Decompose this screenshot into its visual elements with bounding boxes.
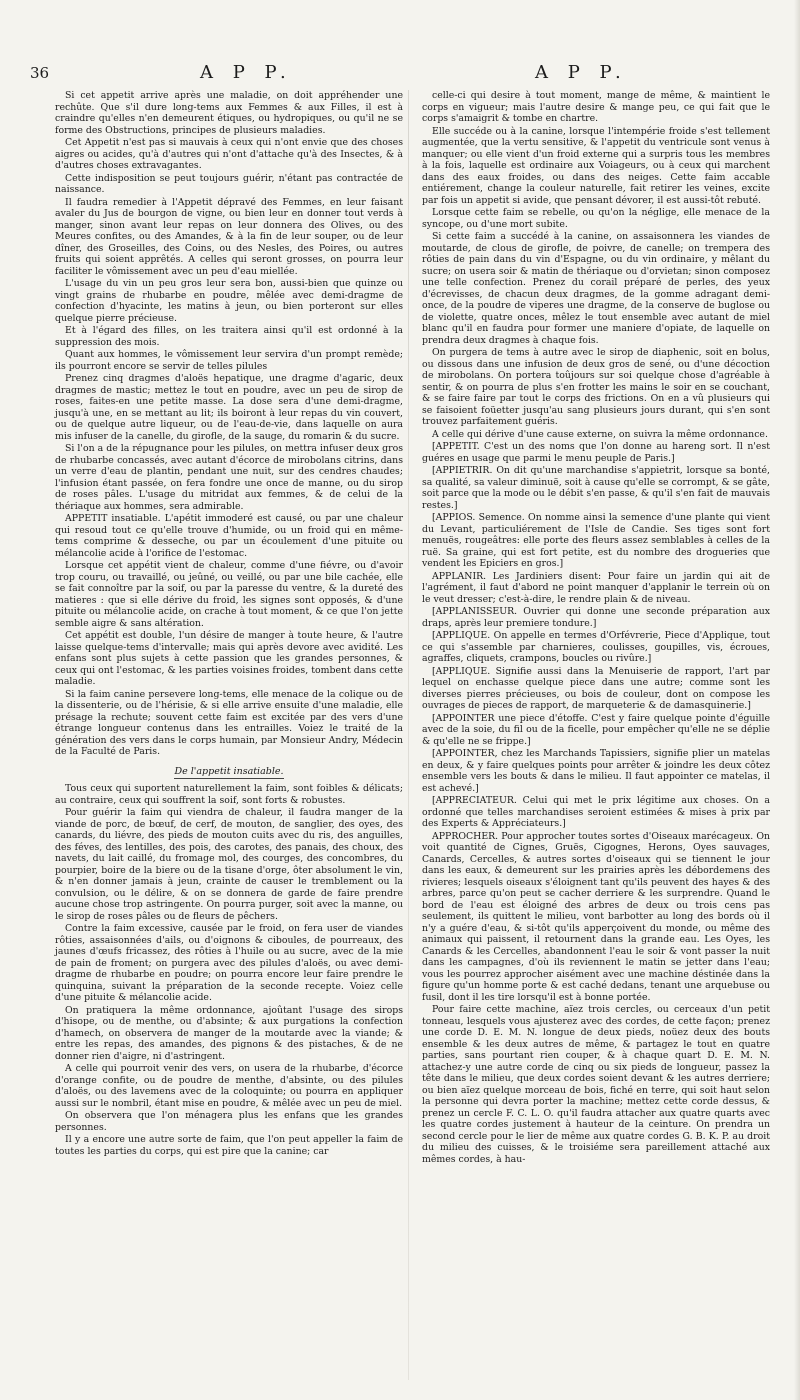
entry-approcher: APPROCHER. Pour approcher toutes sortes d'Oiseaux marécageux. On voit quantité de Cignes, Gruës, Cigognes, Herons, Oyes sauvages, Canards, Cercelles, & autres sortes d'oiseaux qui se tiennent le jour dans les eaux, & demeurent sur les prairies après les débordemens des rivieres; lesquels oiseaux s'éloignent tant qu'ils peuvent des hayes & des arbres, parce qu'on peut se cacher derriere & les surprendre. Quand le bord de l'eau est éloigné des arbres de deux ou trois cens pas seulement, ils quittent le milieu, vont barbotter au long des bords où il n'y a guére d'eau, & si-tôt qu'ils apperçoivent du monde, ou même des animaux qui paissent, il retournent dans la grande eau. Les Oyes, les Canards & les Cercelles, abandonnent l'eau le soir & vont passer la nuit dans les campagnes, d'où ils reviennent le matin se jetter dans l'eau; vous les pourrez approcher aisément avec une machine déstinée dans la figure qu'un homme porte & est caché dedans, tenant une arquebuse ou fusil, dont il les tire lorsqu'il est à bonne portée. (422, 830, 770, 1003)
paragraph: On purgera de tems à autre avec le sirop de diaphenic, soit en bolus, ou dissous dans une infusion de deux gros de sené, ou d'une décoction de mirobolans. On portera toûjours sur soi quelque chose d'agréable à sentir, & on pourra de plus s'en frotter les mains le soir en se couchant, & se faire faire par tout le corps des frictions. On en a vû plusieurs qui se faisoient foüetter jusqu'au sang plusieurs jours durant, qui s'en sont trouvez parfaitement guéris. (422, 347, 770, 427)
paragraph: Lorsque cet appétit vient de chaleur, comme d'une fiévre, ou d'avoir trop couru, ou travaillé, ou jeûné, ou veillé, ou par une bile cachée, elle se fait connoître par la soif, ou par la paresse du ventre, & la dureté des matieres : que si elle dérive du froid, les signes sont opposés, & d'une pituite ou mélancolie acide, on crache à tout moment, & ce que l'on jette semble aigre & sans altération. (55, 560, 403, 629)
paragraph: Si cette faim a succédé à la canine, on assaisonnera les viandes de moutarde, de clous de girofle, de poivre, de canelle; on trempera des rôties de pain dans du vin d'Espagne, ou du vin ordinaire, y mêlant du sucre; on usera soir & matin de thériaque ou d'orvietan; sinon composez une telle confection. Prenez du corail préparé de perles, des yeux d'écrevisses, de chacun deux dragmes, de la gomme adragant demi-once, de la poudre de viperes une dragme, de la conserve de buglose ou de violette, quatre onces, mêlez le tout ensemble avec autant de miel blanc qu'il en faudra pour former une maniere d'opiate, de laquelle on prendra deux dragmes à chaque fois. (422, 231, 770, 346)
paragraph: Cet appétit est double, l'un désire de manger à toute heure, & l'autre laisse quelque-tems d'intervalle; mais qui après devore avec avidité. Les enfans sont plus sujets à cette passion que les grandes personnes, & ceux qui ont l'estomac, & les parties voisines froides, tombent dans cette maladie. (55, 630, 403, 687)
running-head-left: A P P. (200, 62, 293, 83)
paragraph: celle-ci qui desire à tout moment, mange de même, & maintient le corps en vigueur; mais l'autre desire & mange peu, ce qui fait que le corps s'amaigrit & tombe en chartre. (422, 90, 770, 124)
entry-appietrir: [APPIETRIR. On dit qu'une marchandise s'appietrit, lorsque sa bonté, sa qualité, sa valeur diminuë, soit à cause qu'elle se corrompt, & se gâte, soit parce que la mode ou le débit s'en passe, & qu'il s'en fait de mauvais restes.] (422, 465, 770, 511)
paragraph: Elle succéde ou à la canine, lorsque l'intempérie froide s'est tellement augmentée, que la vertu sensitive, & l'appetit du ventricule sont venus à manquer; ou elle vient d'un froid externe qui a surpris tous les membres à la fois, laquelle est ordinaire aux Voiageurs, ou à ceux qui marchent dans des eaux froides, ou dans des neiges. Cette faim accable entiérement, change la couleur naturelle, fait retirer les veines, excite par fois un appetit si avide, que pensant dévorer, il est aussi-tôt rebuté. (422, 125, 770, 206)
paragraph: Pour faire cette machine, aïez trois cercles, ou cerceaux d'un petit tonneau, lesquels vous ajusterez avec des cordes, de cette façon; prenez une corde D. E. M. N. longue de deux pieds, noüez deux des bouts ensemble & les deux autres de même, & partagez le tout en quatre parties, sans pourtant rien couper, & à chaque quart D. E. M. N. attachez-y une autre corde de cinq ou six pieds de longueur, passez la tête dans le milieu, que deux cordes soient devant & les autres derriere; ou bien aïez quelque morceau de bois, fiché en terre, qui soit haut selon la personne qui devra porter la machine; mettez cette corde dessus, & prenez un cercle F. C. L. O. qu'il faudra attacher aux quatre quarts avec les quatre cordes justement à hauteur de la ceinture. On prendra un second cercle pour le lier de même aux quatre cordes G. B. K. P. au droit du milieu des cuisses, & le troisiéme sera pareillement attaché aux mêmes cordes, à hau- (422, 1004, 770, 1165)
entry-appios: [APPIOS. Semence. On nomme ainsi la semence d'une plante qui vient du Levant, particuliérement de l'Isle de Candie. Ses tiges sont fort menuës, rougeâtres: elle porte des fleurs assez semblables à celles de la ruë. Sa graine, qui est fort petite, est du nombre des drogueries que vendent les Epiciers en gros.] (422, 512, 770, 569)
paragraph: Il faudra remedier à l'Appetit dépravé des Femmes, en leur faisant avaler du Jus de bourgon de vigne, ou bien leur en donner tout verds à manger, sinon avant leur repas on leur donnera des Olives, ou des Meures confites, ou des Amandes, & à la fin de leur souper, ou de leur dîner, des Groseilles, des Coins, ou des Nesles, des Poires, ou autres fruits qui soient apprêtés. A celles qui seront grosses, on pourra leur faciliter le vômissement avec un peu d'eau miellée. (55, 196, 403, 277)
entry-appointer: [APPOINTER une piece d'étoffe. C'est y faire quelque pointe d'éguille avec de la soie, du fil ou de la ficelle, pour empêcher qu'elle ne se déplie & qu'elle ne se frippe.] (422, 712, 770, 747)
entry-applique: [APPLIQUE. On appelle en termes d'Orfévrerie, Piece d'Applique, tout ce qui s'assemble par charnieres, coulisses, goupilles, vis, écroues, agraffes, cliquets, crampons, boucles ou rivûre.] (422, 630, 770, 664)
paragraph: Et à l'égard des filles, on les traitera ainsi qu'il est ordonné à la suppression des mois. (55, 325, 403, 348)
paragraph: On observera que l'on ménagera plus les enfans que les grandes personnes. (55, 1110, 403, 1133)
paragraph: Cet Appetit n'est pas si mauvais à ceux qui n'ont envie que des choses aigres ou acides, qu'à d'autres qui n'ont d'attache qu'à des Insectes, & à d'autres choses extravagantes. (55, 137, 403, 171)
paragraph: Si la faim canine perseverе long-tems, elle menace de la colique ou de la dissenterie, ou de l'hérisie, & si elle arrive ensuite d'une maladie, elle présage la rechute; souvent cette faim est excitée par des vers d'une étrange longueur contenus dans les entrailles. Voiez le traité de la génération des vers dans le corps humain, par Monsieur Andry, Médecin de la Faculté de Paris. (55, 688, 403, 757)
paragraph: A celle qui pourroit venir des vers, on usera de la rhubarbe, d'écorce d'orange confite, ou de poudre de menthe, d'absinte, ou des pilules d'aloës, ou des lavemens avec de la coloquinte; ou pourra en appliquer aussi sur le nombril, étant mise en poudre, & mêlée avec un peu de miel. (55, 1063, 403, 1109)
paragraph: Si l'on a de la répugnance pour les pilules, on mettra infuser deux gros de rhubarbe concassés, avec autant d'écorce de mirobolans citrins, dans un verre d'eau de plantin, pendant une nuit, sur des cendres chaudes; l'infusion étant passée, on fera fondre une once de manne, ou du sirop de roses pâles. L'usage du mitridat aux femmes, & de celui de la thériaque aux hommes, sera admirable. (55, 443, 403, 512)
right-column (422, 90, 770, 1166)
running-head-right: A P P. (535, 62, 628, 83)
page-number: 36 (30, 64, 50, 82)
entry-appointer-2: [APPOINTER, chez les Marchands Tapissiers, signifie plier un matelas en deux, & y faire quelques points pour arrêter & joindre les deux côtez ensemble vers les bouts & dans le milieu. Il faut appointer ce matelas, il est achevé.] (422, 748, 770, 794)
section-title-text: De l'appetit insatiable. (174, 765, 284, 777)
section-title (55, 766, 403, 778)
paragraph: Si cet appetit arrive après une maladie, on doit appréhender une rechûte. Que s'il dure long-tems aux Femmes & aux Filles, il est à craindre qu'elles n'en demeurent étiques, ou hydropiques, ou qu'il ne se forme des Obstructions, principes de plusieurs maladies. (55, 90, 403, 136)
paragraph: Lorsque cette faim se rebelle, ou qu'on la néglige, elle menace de la syncope, ou d'une mort subite. (422, 207, 770, 230)
paragraph: Quant aux hommes, le vômissement leur servira d'un prompt remède; ils pourront encore se servir de telles pilules (55, 349, 403, 372)
entry-appreciateur: [APPRECIATEUR. Celui qui met le prix légitime aux choses. On a ordonné que telles marchandises seroient estimées & mises à prix par des Experts & Appréciateurs.] (422, 795, 770, 829)
entry-applanir: APPLANIR. Les Jardiniers disent: Pour faire un jardin qui ait de l'agrément, il faut d'abord ne point manquer d'applanir le terrein où on le veut dresser; c'est-à-dire, le rendre plain & de niveau. (422, 570, 770, 605)
paragraph: Cette indisposition se peut toujours guérir, n'étant pas contractée de naissance. (55, 172, 403, 195)
paragraph: Il y a encore une autre sorte de faim, que l'on peut appeller la faim de toutes les parties du corps, qui est pire que la canine; car (55, 1134, 403, 1157)
paragraph: A celle qui dérive d'une cause externe, on suivra la même ordonnance. (432, 428, 768, 440)
paragraph: Pour guérir la faim qui viendra de chaleur, il faudra manger de la viande de porc, de bœuf, de cerf, de mouton, de sanglier, des oyes, des canards, du liévre, des pieds de mouton cuits avec du ris, des anguilles, des féves, des lentilles, des pois, des carotes, des panais, des choux, des navets, du lait caillé, du fromage mol, des courges, des concombres, du pourpier, boire de la biere ou de la tisane d'orge, ôter absolument le vin, & n'en donner jamais à jeun, crainte de causer le tremblement ou la convulsion, ou le délire, & on se donnera de garde de faire prendre aucune chose trop astringente. On pourra purger, soit avec la manne, ou le sirop de roses pâles ou de fleurs de pêchers. (55, 807, 403, 922)
paragraph: L'usage du vin un peu gros leur sera bon, aussi-bien que quinze ou vingt grains de rhubarbe en poudre, mêlée avec demi-dragme de confection d'hyacinte, les matins à jeun, ou bien porteront sur elles quelque pierre précieuse. (55, 278, 403, 324)
left-column (55, 90, 403, 1158)
paragraph: Prenez cinq dragmes d'aloës hepatique, une dragme d'agaric, deux dragmes de mastic; mettez le tout en poudre, avec un peu de sirop de roses, faites-en une petite masse. La dose sera d'une demi-dragme, jusqu'à une, en se mettant au lit; ils boiront à leur repas du vin couvert, ou de quelque autre liqueur, ou de l'eau-de-vie, dans laquelle on aura mis infuser de la canelle, du girofle, de la sauge, du romarin & du sucre. (55, 373, 403, 442)
paragraph: APPETIT insatiable. L'apétit immoderé est causé, ou par une chaleur qui resoud tout ce qu'elle trouve d'humide, ou un froid qui en même-tems comprime & desseche, ou par un écoulement d'une pituite ou mélancolie acide à l'orifice de l'estomac. (55, 513, 403, 559)
entry-applanisseur: [APPLANISSEUR. Ouvrier qui donne une seconde préparation aux draps, après leur premiere tondure.] (422, 606, 770, 629)
paragraph: Contre la faim excessive, causée par le froid, on fera user de viandes rôties, assaisonnées d'ails, ou d'oignons & ciboules, de pourreaux, des jaunes d'œufs fricassez, des rôties à l'huile ou au sucre, avec de la mie de pain de froment; on purgera avec des pilules d'aloës, ou avec demi-dragme de rhubarbe en poudre; on pourra encore leur faire prendre le quinquina, suivant la préparation de la seconde recepte. Voiez celle d'une pituite & mélancolie acide. (55, 923, 403, 1003)
entry-applique-2: [APPLIQUE. Signifie aussi dans la Menuiserie de rapport, l'art par lequel on enchasse quelque piece dans une autre; comme sont les diverses pierres précieuses, ou bois de couleur, dont on compose les ouvrages de pieces de rapport, de marqueterie & de damasquinerie.] (422, 665, 770, 711)
column-gutter (408, 90, 409, 1380)
paragraph: Tous ceux qui suportent naturellement la faim, sont foibles & délicats; au contraire, ceux qui souffrent la soif, sont forts & robustes. (55, 783, 403, 806)
entry-appetit: [APPETIT. C'est un des noms que l'on donne au hareng sort. Il n'est guéres en usage que parmi le menu peuple de Paris.] (422, 441, 770, 464)
page-edge-shadow (794, 0, 800, 1400)
paragraph: On pratiquera la même ordonnance, ajoûtant l'usage des sirops d'hisope, ou de menthe, ou d'absinte; & aux purgations la confection d'hamech, on observera de manger de la moutarde avec la viande; & entre les repas, des amandes, des pignons & des pistaches, & de ne donner rien d'aigre, ni d'astringent. (55, 1004, 403, 1062)
